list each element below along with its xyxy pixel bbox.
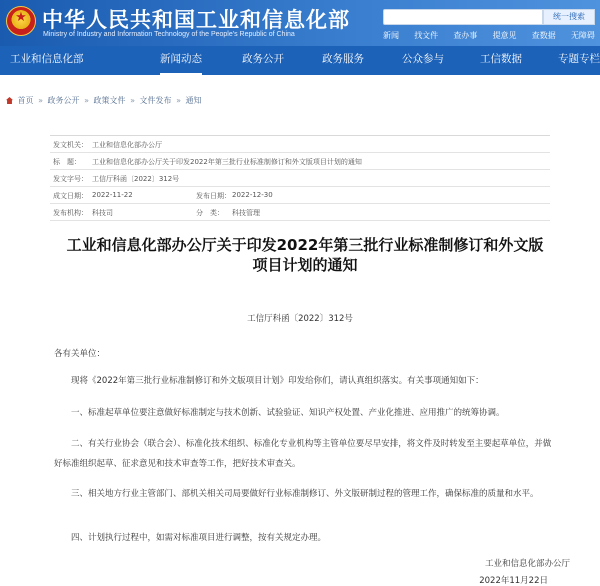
article-doc-number: 工信厅科函〔2022〕312号 bbox=[247, 314, 353, 324]
meta-label: 分 类： bbox=[196, 209, 224, 217]
meta-value: 工信厅科函〔2022〕312号 bbox=[92, 175, 180, 183]
article-paragraph: 现将《2022年第三批行业标准制修订和外文版项目计划》印发给你们，请认真组织落实。有关事项通知如下： bbox=[71, 376, 484, 386]
meta-value: 工业和信息化部办公厅 bbox=[92, 141, 162, 149]
site-subtitle: Ministry of Industry and Information Technology of the People's Republic of China bbox=[43, 31, 295, 38]
article-paragraph: 三、相关地方行业主管部门、部机关相关司局要做好行业标准制修订、外文版研制过程的管理工作，确保标准的质量和水平。 bbox=[71, 489, 539, 499]
meta-value: 科技管理 bbox=[232, 209, 260, 217]
article-sign-date: 2022年11月22日 bbox=[479, 576, 548, 586]
article-signer: 工业和信息化部办公厅 bbox=[484, 559, 570, 569]
breadcrumb-gov-affairs[interactable]: 政务公开 bbox=[47, 96, 80, 105]
home-icon bbox=[6, 97, 13, 104]
nav-item-topics[interactable]: 专题专栏 bbox=[558, 53, 600, 65]
nav-item-data[interactable]: 工信数据 bbox=[480, 53, 522, 65]
breadcrumb-notice[interactable]: 通知 bbox=[185, 96, 202, 105]
article-paragraph: 二、有关行业协会（联合会）、标准化技术组织、标准化专业机构等主管单位要尽早安排，将文件及时转发至主要起草单位，并做好标准组织起草、征求意见和技术审查等工作，把好技术审查关。 bbox=[54, 439, 552, 469]
breadcrumb-separator: » bbox=[176, 96, 181, 105]
meta-row-issuer bbox=[50, 136, 550, 153]
site-title[interactable]: 中华人民共和国工业和信息化部 bbox=[42, 8, 350, 32]
breadcrumb-policy-files[interactable]: 政策文件 bbox=[93, 96, 126, 105]
meta-value: 2022-11-22 bbox=[92, 191, 133, 199]
meta-value: 科技司 bbox=[92, 209, 113, 217]
quick-link-feedback[interactable]: 提意见 bbox=[492, 31, 517, 40]
meta-value: 工业和信息化部办公厅关于印发2022年第三批行业标准制修订和外文版项目计划的通知 bbox=[92, 158, 362, 166]
meta-row-docno bbox=[50, 170, 550, 187]
search-input[interactable] bbox=[383, 9, 543, 25]
national-emblem-icon bbox=[6, 6, 36, 36]
meta-label: 发文机关： bbox=[53, 141, 88, 149]
meta-row-dates bbox=[50, 187, 550, 204]
breadcrumb-home[interactable]: 首页 bbox=[17, 96, 34, 105]
nav-item-ministry[interactable]: 工业和信息化部 bbox=[10, 53, 84, 65]
nav-item-participation[interactable]: 公众参与 bbox=[402, 53, 444, 65]
article-paragraph: 一、标准起草单位要注意做好标准制定与技术创新、试验验证、知识产权处置、产业化推进、应用推广的统筹协调。 bbox=[71, 408, 505, 418]
meta-label: 发文字号： bbox=[53, 175, 88, 183]
meta-label: 标 题： bbox=[53, 158, 81, 166]
article-paragraph: 四、计划执行过程中，如需对标准项目进行调整，按有关规定办理。 bbox=[71, 533, 327, 543]
document-meta-table bbox=[50, 135, 550, 221]
nav-item-gov-affairs[interactable]: 政务公开 bbox=[242, 53, 284, 65]
meta-value: 2022-12-30 bbox=[232, 191, 273, 199]
meta-label: 发布日期： bbox=[196, 192, 231, 200]
quick-link-files[interactable]: 找文件 bbox=[414, 31, 439, 40]
article-title: 工业和信息化部办公厅关于印发2022年第三批行业标准制修订和外文版项目计划的通知 bbox=[66, 236, 544, 274]
article-salutation: 各有关单位： bbox=[54, 349, 106, 359]
quick-link-data[interactable]: 查数据 bbox=[531, 31, 556, 40]
quick-links bbox=[383, 30, 595, 41]
meta-label: 成文日期： bbox=[53, 192, 88, 200]
meta-label: 发布机构： bbox=[53, 209, 88, 217]
meta-row-title bbox=[50, 153, 550, 170]
site-header bbox=[0, 0, 600, 46]
nav-item-news[interactable]: 新闻动态 bbox=[160, 46, 202, 75]
breadcrumb-separator: » bbox=[84, 96, 89, 105]
quick-link-news[interactable]: 新闻 bbox=[383, 31, 399, 40]
quick-link-accessibility[interactable]: 无障碍 bbox=[570, 31, 595, 40]
main-nav bbox=[0, 46, 600, 75]
search-button[interactable]: 统一搜索 bbox=[543, 9, 595, 25]
breadcrumb-separator: » bbox=[130, 96, 135, 105]
breadcrumb-separator: » bbox=[38, 96, 43, 105]
breadcrumb bbox=[6, 95, 202, 106]
breadcrumb-file-release[interactable]: 文件发布 bbox=[139, 96, 172, 105]
quick-link-services[interactable]: 查办事 bbox=[453, 31, 478, 40]
nav-item-services[interactable]: 政务服务 bbox=[322, 53, 364, 65]
meta-row-org bbox=[50, 204, 550, 221]
